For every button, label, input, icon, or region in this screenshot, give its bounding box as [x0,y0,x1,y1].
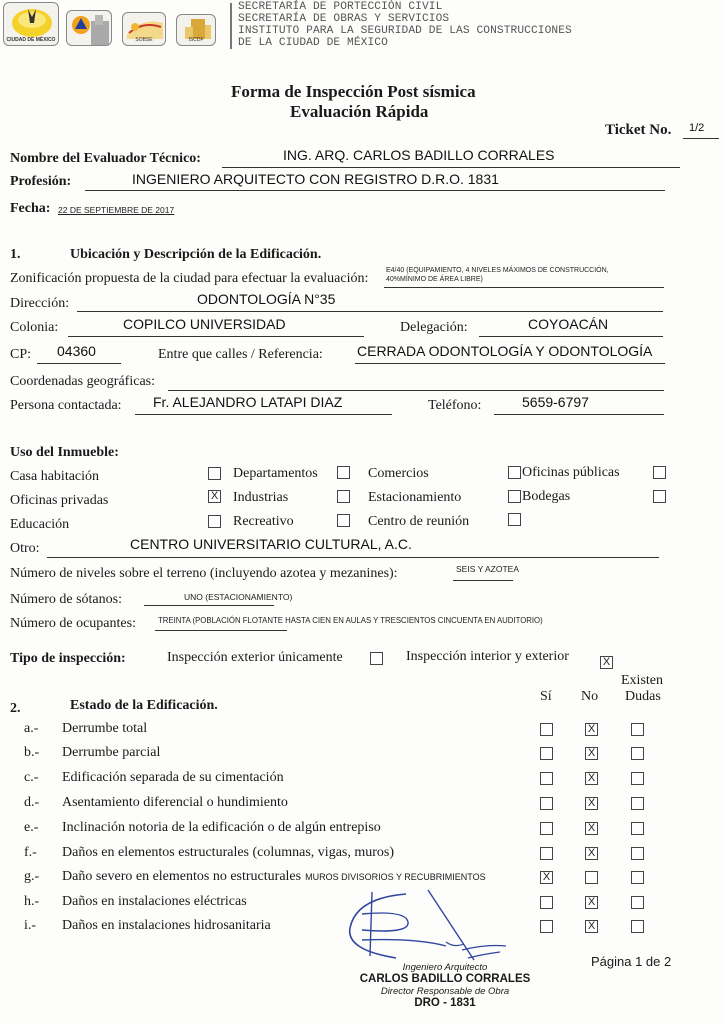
condition-checkbox-doubt[interactable] [631,822,644,835]
condition-checkbox-yes[interactable] [540,920,553,933]
date-value[interactable]: 22 DE SEPTIEMBRE DE 2017 [58,205,175,215]
evaluator-name-value[interactable]: ING. ARQ. CARLOS BADILLO CORRALES [283,147,555,163]
occupants-line [155,630,287,631]
use-checkbox-centro-de-reunion[interactable] [508,513,521,526]
use-option-label: Casa habitación [10,469,100,484]
contact-label: Persona contactada: [10,398,122,413]
signature-registry: DRO - 1831 [414,997,476,1009]
profession-value[interactable]: INGENIERO ARQUITECTO CON REGISTRO D.R.O. 1831 [132,171,499,187]
coords-label: Coordenadas geográficas: [10,374,155,389]
profession-label: Profesión: [10,174,72,189]
condition-item-note[interactable]: MUROS DIVISORIOS Y RECUBRIMIENTOS [305,872,486,882]
condition-item-letter: b.- [24,745,40,760]
streets-label: Entre que calles / Referencia: [158,347,323,362]
streets-value[interactable]: CERRADA ODONTOLOGÍA Y ODONTOLOGÍA [357,343,653,359]
use-option-label: Industrias [233,490,289,505]
use-checkbox-educacion[interactable] [208,515,221,528]
form-title: Forma de Inspección Post sísmica [231,82,476,101]
logo-caption: SOBSE [135,37,153,43]
evaluator-name-line [222,167,680,168]
condition-item-text: Derrumbe total [62,721,148,736]
signature-block [340,962,550,1010]
delegacion-line [479,336,663,337]
agency-line-3: INSTITUTO PARA LA SEGURIDAD DE LAS CONSTRUCCIONES [238,25,572,37]
sobse-logo-icon [122,12,166,46]
cp-value[interactable]: 04360 [57,343,96,359]
use-option-label: Educación [10,517,70,532]
zoning-value-line1[interactable]: E4/40 (EQUIPAMIENTO, 4 NIVELES MÁXIMOS DE CONSTRUCCIÓN, [386,267,609,274]
use-checkbox-estacionamiento[interactable] [508,490,521,503]
ticket-line [683,138,719,139]
basements-value[interactable]: UNO (ESTACIONAMIENTO) [184,592,293,602]
use-option-label: Comercios [368,466,429,481]
column-header-doubt-line1: Existen [621,673,663,688]
condition-item-label [62,795,288,811]
condition-item-text: Daños en instalaciones hidrosanitaria [62,918,271,933]
use-option-label: Oficinas públicas [522,465,620,480]
date-label: Fecha: [10,201,51,216]
inspection-interior-label: Inspección interior y exterior [406,649,569,664]
address-line [77,311,663,312]
condition-item-label [62,845,394,861]
condition-checkbox-yes[interactable] [540,896,553,909]
contact-value[interactable]: Fr. ALEJANDRO LATAPI DIAZ [153,394,343,410]
condition-checkbox-doubt[interactable] [631,896,644,909]
address-label: Dirección: [10,296,70,311]
profession-line [85,190,665,191]
ticket-label: Ticket No. [605,122,672,138]
condition-item-text: Daño severo en elementos no estructurales [62,869,302,884]
cp-line [37,363,121,364]
colonia-value[interactable]: COPILCO UNIVERSIDAD [123,316,286,332]
condition-item-letter: f.- [24,845,37,860]
condition-checkbox-yes[interactable] [540,797,553,810]
section1-title: Ubicación y Descripción de la Edificación. [70,247,322,262]
condition-checkbox-doubt[interactable] [631,797,644,810]
condition-item-letter: d.- [24,795,40,810]
form-subtitle: Evaluación Rápida [290,102,429,121]
column-header-no: No [581,689,599,704]
condition-checkbox-yes[interactable] [540,747,553,760]
signature-role: Director Responsable de Obra [380,986,510,997]
condition-checkbox-no[interactable]: X [585,920,598,933]
agency-line-2: SECRETARÍA DE OBRAS Y SERVICIOS [238,13,450,25]
condition-item-letter: e.- [24,820,39,835]
condition-item-text: Daños en elementos estructurales (columnas, vigas, muros) [62,845,395,860]
use-option-label: Departamentos [233,466,318,481]
use-title: Uso del Inmueble: [10,445,119,460]
agency-line-4: DE LA CIUDAD DE MÉXICO [238,37,388,49]
iscdf-logo-icon [176,14,216,46]
phone-label: Teléfono: [428,398,482,413]
phone-value[interactable]: 5659-6797 [522,394,589,410]
contact-line [135,414,392,415]
condition-item-letter: g.- [24,869,40,884]
condition-item-label [62,894,247,910]
condition-checkbox-no[interactable] [585,871,598,884]
condition-checkbox-yes[interactable] [540,723,553,736]
proteccion-civil-logo-icon [66,10,112,46]
zoning-line [384,287,664,288]
use-checkbox-industrias[interactable] [337,490,350,503]
logo-caption: CIUDAD DE MÉXICO [6,37,56,43]
use-checkbox-comercios[interactable] [508,466,521,479]
phone-line [494,414,664,415]
ticket-value[interactable]: 1/2 [689,122,705,134]
inspection-interior-checkbox[interactable]: X [600,656,613,669]
other-value[interactable]: CENTRO UNIVERSITARIO CULTURAL, A.C. [130,536,412,552]
section2-number: 2. [10,701,21,716]
cdmx-logo-icon [3,2,59,46]
basements-label: Número de sótanos: [10,592,122,607]
column-header-doubt-line2: Dudas [625,689,661,704]
condition-checkbox-yes[interactable] [540,847,553,860]
inspection-type-label: Tipo de inspección: [10,651,126,666]
condition-checkbox-no[interactable]: X [585,772,598,785]
cp-label: CP: [10,347,32,362]
condition-checkbox-yes[interactable] [540,822,553,835]
address-value[interactable]: ODONTOLOGÍA N°35 [197,291,336,307]
section2-title: Estado de la Edificación. [70,698,218,713]
section1-number: 1. [10,247,21,262]
condition-checkbox-doubt[interactable] [631,772,644,785]
other-label: Otro: [10,541,40,556]
condition-item-text: Edificación separada de su cimentación [62,770,284,785]
basements-line [144,605,274,606]
use-checkbox-recreativo[interactable] [337,514,350,527]
condition-item-label [62,918,271,934]
signature-name: CARLOS BADILLO CORRALES [359,973,531,985]
condition-item-label [62,721,147,737]
streets-line [355,363,665,364]
use-option-label: Estacionamiento [368,490,462,505]
use-option-label: Bodegas [522,489,571,504]
inspection-exterior-checkbox[interactable] [370,652,383,665]
condition-item-text: Inclinación notoria de la edificación o de algún entrepiso [62,820,381,835]
condition-item-letter: c.- [24,770,39,785]
condition-item-text: Daños en instalaciones eléctricas [62,894,247,909]
condition-checkbox-no[interactable]: X [585,847,598,860]
use-checkbox-oficinas-privadas[interactable]: X [208,490,221,503]
condition-item-text: Asentamiento diferencial o hundimiento [62,795,288,810]
condition-checkbox-no[interactable]: X [585,896,598,909]
page-number: Página 1 de 2 [591,954,672,969]
delegacion-label: Delegación: [400,320,468,335]
use-option-label: Centro de reunión [368,514,470,529]
colonia-label: Colonia: [10,320,59,335]
levels-line [453,580,513,581]
condition-checkbox-doubt[interactable] [631,747,644,760]
condition-checkbox-no[interactable]: X [585,747,598,760]
use-checkbox-oficinas-publicas[interactable] [653,466,666,479]
condition-checkbox-doubt[interactable] [631,723,644,736]
colonia-line [68,336,364,337]
delegacion-value[interactable]: COYOACÁN [528,316,609,332]
levels-value[interactable]: SEIS Y AZOTEA [456,564,519,574]
use-checkbox-bodegas[interactable] [653,490,666,503]
inspection-exterior-label: Inspección exterior únicamente [167,650,343,665]
condition-checkbox-no[interactable]: X [585,797,598,810]
use-option-label: Recreativo [233,514,294,529]
condition-checkbox-doubt[interactable] [631,871,644,884]
logo-caption: ISCDF [188,37,204,43]
condition-item-label [62,745,160,761]
zoning-label: Zonificación propuesta de la ciudad para efectuar la evaluación: [10,271,369,286]
condition-checkbox-doubt[interactable] [631,847,644,860]
use-option-label: Oficinas privadas [10,493,109,508]
condition-checkbox-yes[interactable] [540,772,553,785]
condition-item-label [62,770,284,786]
agency-line-1: SECRETARÍA DE PORTECCIÓN CIVIL [238,1,443,13]
condition-checkbox-yes[interactable]: X [540,871,553,884]
occupants-label: Número de ocupantes: [10,616,136,631]
condition-item-letter: h.- [24,894,40,909]
header-divider [230,3,232,49]
condition-item-label [62,869,486,885]
occupants-value[interactable]: TREINTA (POBLACIÓN FLOTANTE HASTA CIEN EN AULAS Y TRESCIENTOS CINCUENTA EN AUDITORIO) [158,616,543,625]
zoning-value-line2[interactable]: 40%MÍNIMO DE ÁREA LIBRE) [386,276,483,283]
condition-item-text: Derrumbe parcial [62,745,161,760]
condition-item-letter: i.- [24,918,37,933]
condition-item-label [62,820,381,836]
other-line [47,557,659,558]
use-checkbox-casa-habitacion[interactable] [208,467,221,480]
coords-line [168,390,664,391]
column-header-yes: Sí [540,689,552,704]
levels-label: Número de niveles sobre el terreno (incluyendo azotea y mezanines): [10,566,398,581]
condition-checkbox-no[interactable]: X [585,723,598,736]
condition-item-letter: a.- [24,721,39,736]
signature-title: Ingeniero Arquitecto [402,962,488,973]
use-checkbox-departamentos[interactable] [337,466,350,479]
evaluator-name-label: Nombre del Evaluador Técnico: [10,151,201,166]
condition-checkbox-no[interactable]: X [585,822,598,835]
condition-checkbox-doubt[interactable] [631,920,644,933]
